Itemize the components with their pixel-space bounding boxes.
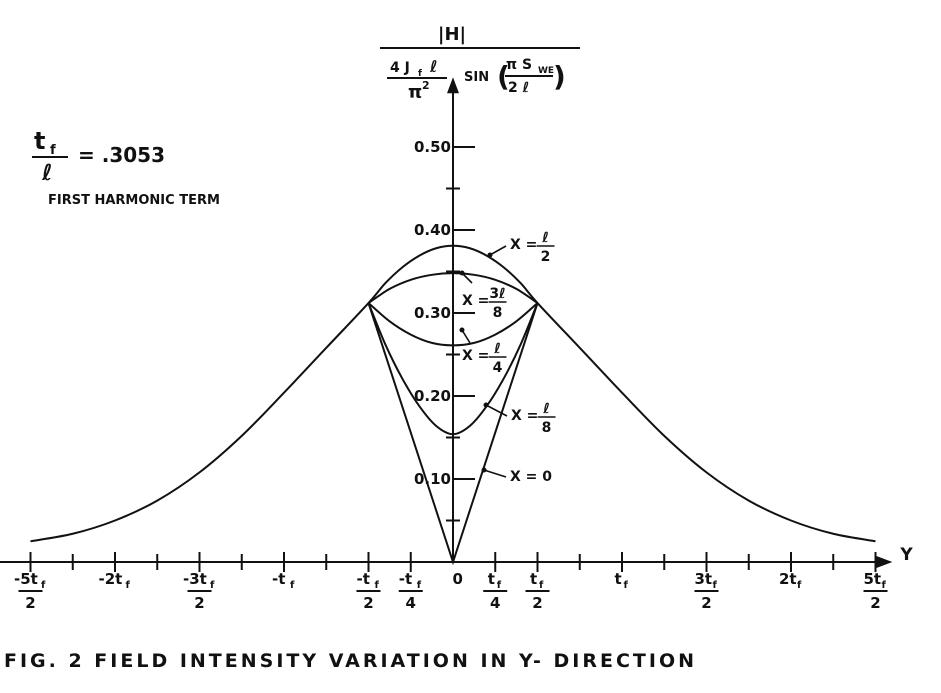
- x-tick-label-sub: f: [374, 580, 379, 591]
- series-label-lhs: X =: [511, 408, 539, 424]
- series-label-lhs: X =: [462, 293, 490, 309]
- x-tick-label-top: 3t: [694, 570, 713, 588]
- labels: [14, 24, 913, 612]
- ratio-value: = .3053: [78, 143, 165, 167]
- series-label-num: 3ℓ: [489, 286, 506, 302]
- series-label-den: 8: [541, 420, 552, 436]
- y-tick-label: 0.40: [413, 221, 451, 239]
- x-tick-label-top: t: [530, 570, 538, 588]
- series-label-lhs: X =: [510, 237, 538, 253]
- x-tick-label: [779, 570, 802, 591]
- x-tick-label-sub: f: [210, 580, 215, 591]
- series-label-4: [482, 468, 553, 486]
- x-tick-label-top: -t: [272, 570, 286, 588]
- x-tick-label-den: 2: [194, 594, 205, 612]
- series-label-num: ℓ: [494, 341, 501, 357]
- x-tick-label-top: 2t: [779, 570, 797, 588]
- x-tick-label: [357, 570, 381, 612]
- x-tick-label-top: -t: [356, 570, 370, 588]
- leader-arrowhead: [482, 468, 487, 473]
- x-tick-label-sub: f: [797, 580, 802, 591]
- x-tick-label-top: t: [487, 570, 495, 588]
- figure-caption: FIG. 2 FIELD INTENSITY VARIATION IN Y- DIRECTION: [4, 650, 698, 672]
- leader-line: [490, 246, 506, 255]
- series-label-den: 2: [540, 249, 551, 265]
- x-axis-label: Y: [900, 545, 913, 565]
- x-tick-label: [615, 570, 629, 591]
- y-label-numerator: |H|: [437, 24, 467, 45]
- y-label-sin-den: 2 ℓ: [508, 80, 530, 96]
- y-label-pi-exp: 2: [422, 79, 430, 92]
- x-tick-label: [453, 570, 463, 588]
- x-tick-label-top: -2t: [98, 570, 123, 588]
- ratio-den: ℓ: [42, 161, 53, 186]
- x-tick-label-sub: f: [712, 580, 717, 591]
- ratio-label: [32, 127, 165, 186]
- x-tick-label-sub: f: [623, 580, 628, 591]
- x-tick-label-den: 2: [870, 594, 881, 612]
- series-label-num: ℓ: [543, 401, 550, 417]
- x-tick-label-den: 2: [701, 594, 712, 612]
- series-label-2: [460, 328, 507, 377]
- first-harmonic-label: FIRST HARMONIC TERM: [48, 193, 220, 208]
- x-tick-label-den: 4: [490, 594, 501, 612]
- ratio-num: t: [34, 127, 46, 155]
- x-tick-label: [183, 570, 215, 612]
- x-axis-arrow: [876, 556, 892, 568]
- x-tick-label: [272, 570, 295, 591]
- leader-line: [484, 470, 506, 477]
- y-label-paren-close: ): [553, 60, 566, 93]
- x-tick-label: [99, 570, 131, 591]
- x-tick-label-top: -t: [398, 570, 413, 588]
- y-label-sin: SIN: [464, 70, 490, 85]
- y-label-paren-open: (: [497, 60, 510, 93]
- leader-arrowhead: [488, 253, 493, 258]
- x-tick-label: [399, 570, 423, 612]
- x-tick-label-den: 2: [363, 594, 374, 612]
- leader-arrowhead: [460, 271, 465, 276]
- y-axis-label: [380, 24, 580, 103]
- x-tick-label-sub: f: [41, 580, 46, 591]
- x-tick-label: [695, 570, 719, 612]
- series-label-num: ℓ: [542, 230, 549, 246]
- y-label-coef-l: ℓ: [430, 57, 438, 76]
- leader-arrowhead: [484, 403, 489, 408]
- series-label-0: [488, 230, 555, 265]
- y-tick-label: 0.10: [413, 470, 451, 488]
- x-tick-label: [864, 570, 888, 612]
- y-tick-label: 0.20: [413, 387, 451, 405]
- x-tick-label-top: t: [614, 570, 622, 588]
- y-label-pi: π: [408, 82, 423, 103]
- x-tick-label: [14, 570, 46, 612]
- x-tick-label-den: 2: [532, 594, 543, 612]
- y-label-coef: 4 J: [390, 60, 410, 76]
- x-tick-label-top: 0: [452, 570, 463, 588]
- x-tick-label-den: 2: [25, 594, 36, 612]
- x-tick-label: [483, 570, 507, 612]
- x-tick-label-sub: f: [416, 580, 422, 591]
- y-tick-label: 0.30: [413, 304, 451, 322]
- x-tick-label-top: -3t: [183, 570, 207, 588]
- x-tick-label-sub: f: [539, 580, 544, 591]
- x-tick-label-top: 5t: [863, 570, 882, 588]
- y-tick-label: 0.50: [413, 138, 451, 156]
- x-tick-label-sub: f: [125, 580, 130, 591]
- leader-arrowhead: [460, 328, 465, 333]
- y-label-sin-num: π S: [506, 57, 533, 73]
- x-tick-label-top: -5t: [14, 570, 38, 588]
- series-label-den: 4: [492, 360, 503, 376]
- y-axis-arrow: [447, 77, 459, 93]
- x-tick-label-sub: f: [881, 580, 886, 591]
- series-label-3: [484, 401, 556, 436]
- y-label-coef-sub: f: [418, 69, 422, 79]
- series-label-den: 8: [492, 305, 503, 321]
- x-tick-label-sub: f: [290, 580, 295, 591]
- series-label-lhs: X = 0: [510, 469, 553, 485]
- y-label-sin-num-sub: WE: [538, 66, 555, 76]
- x-tick-label-den: 4: [405, 594, 416, 612]
- x-tick-label-sub: f: [496, 580, 502, 591]
- x-tick-label: [526, 570, 550, 612]
- ratio-num-sub: f: [50, 143, 56, 158]
- series-label-lhs: X =: [462, 348, 490, 364]
